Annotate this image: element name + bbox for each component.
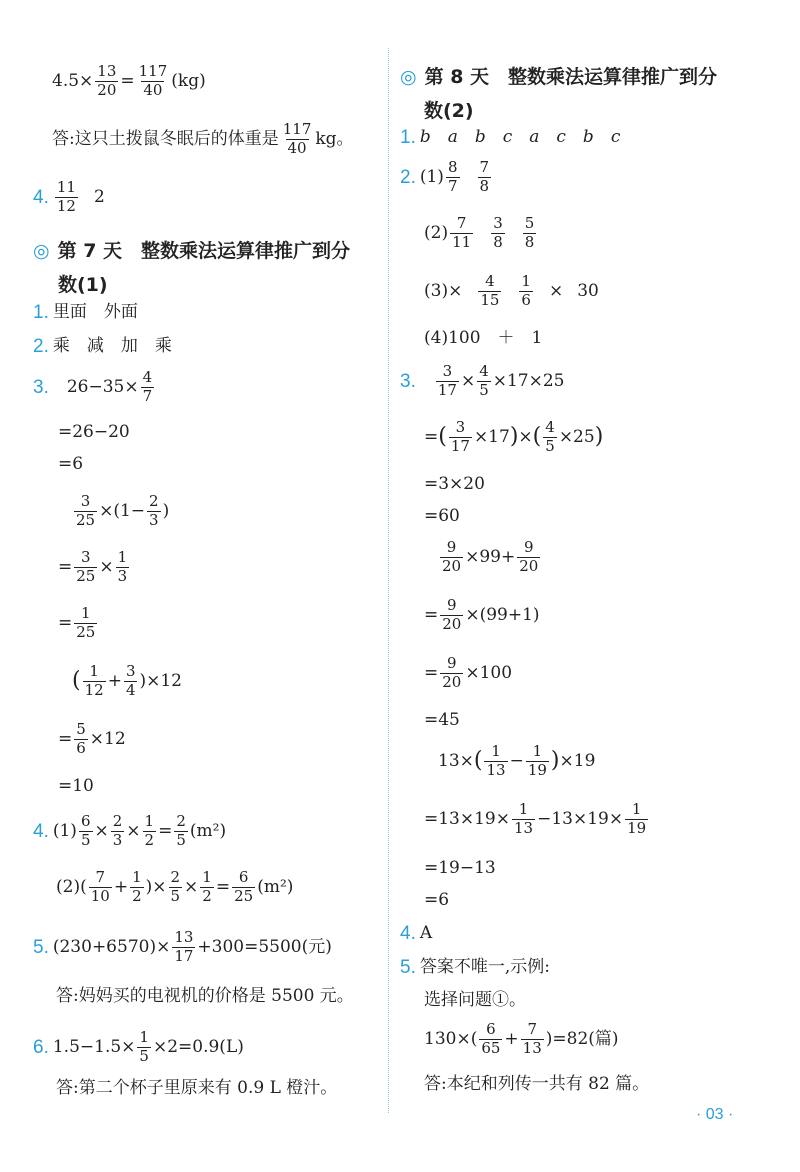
q4-top: 4. $\frac{11}{12}$ 2 xyxy=(33,178,105,215)
right-q4: 4. A xyxy=(400,923,433,944)
right-q2-part3: (3)× $\frac{4}{15}$ $\frac{1}{6}$ × 30 xyxy=(424,272,599,309)
left-q5-expr: 5. (230+6570)× $\frac{13}{17}$ +300=5500(元) xyxy=(33,928,332,965)
page-number: · 03 · xyxy=(696,1106,734,1123)
column-divider xyxy=(388,48,389,1113)
right-q3-line3: =3×20 xyxy=(424,474,485,494)
right-q5-expr: 130×( $\frac{6}{65}$ + $\frac{7}{13}$ )=82(篇) xyxy=(424,1020,619,1057)
right-q2-part1: 2. (1) $\frac{8}{7}$ $\frac{7}{8}$ xyxy=(400,158,490,195)
answer-weight: 答:这只土拨鼠冬眠后的体重是 $\frac{117}{40}$ kg。 xyxy=(52,120,354,157)
left-q3-line7: ( $\frac{1}{12}$ + $\frac{3}{4}$ )×12 xyxy=(72,662,182,699)
right-q3-line9: 13× ( $\frac{1}{13}$ − $\frac{1}{19}$ ) ×19 xyxy=(438,742,596,779)
left-q3-line5: = $\frac{3}{25}$ × $\frac{1}{3}$ xyxy=(58,548,128,585)
right-q3-line7: = $\frac{9}{20}$ ×100 xyxy=(424,654,513,691)
left-q3-line4: $\frac{3}{25}$ ×(1− $\frac{2}{3}$ ) xyxy=(76,492,170,529)
left-q1: 1. 里面 外面 xyxy=(33,302,138,323)
left-q6-expr: 6. 1.5−1.5× $\frac{1}{5}$ ×2=0.9(L) xyxy=(33,1028,244,1065)
right-q2-part4: (4)100 ＋ 1 xyxy=(424,328,543,348)
right-q3-line8: =45 xyxy=(424,710,460,730)
right-q1: 1. b a b c a c b c xyxy=(400,127,621,148)
right-q3-line6: = $\frac{9}{20}$ ×(99+1) xyxy=(424,596,540,633)
right-q5-intro: 5. 答案不唯一,示例: xyxy=(400,957,550,978)
day8-heading-cont: 数(2) xyxy=(424,100,474,122)
left-q3-line3: =6 xyxy=(58,454,84,474)
left-q3-line1: 3. 26−35× $\frac{4}{7}$ xyxy=(33,368,153,405)
right-q5-answer: 答:本纪和列传一共有 82 篇。 xyxy=(424,1074,650,1094)
day7-heading-cont: 数(1) xyxy=(58,274,108,296)
right-q2-part2: (2) $\frac{7}{11}$ $\frac{3}{8}$ $\frac{5}{8}$ xyxy=(424,214,535,251)
right-q3-line11: =19−13 xyxy=(424,858,496,878)
right-q3-line2: = ( $\frac{3}{17}$ ×17 ) × ( $\frac{4}{5}$ ×25 ) xyxy=(424,418,604,455)
left-q6-answer: 答:第二个杯子里原来有 0.9 L 橙汁。 xyxy=(56,1078,338,1098)
expr-top: 4.5× $\frac{13}{20}$ = $\frac{117}{40}$ (kg) xyxy=(52,62,206,99)
right-q3-line10: =13×19× $\frac{1}{13}$ −13×19× $\frac{1}{19}$ xyxy=(424,800,647,837)
day7-heading: ◎ 第 7 天 整数乘法运算律推广到分 xyxy=(33,240,351,262)
left-q3-line2: =26−20 xyxy=(58,422,130,442)
right-q3-line4: =60 xyxy=(424,506,460,526)
day8-heading: ◎ 第 8 天 整数乘法运算律推广到分 xyxy=(400,66,718,88)
left-q3-line9: =10 xyxy=(58,776,94,796)
right-q3-line5: $\frac{9}{20}$ ×99+ $\frac{9}{20}$ xyxy=(442,538,539,575)
left-q3-line8: = $\frac{5}{6}$ ×12 xyxy=(58,720,126,757)
left-q3-line6: = $\frac{1}{25}$ xyxy=(58,604,96,641)
left-q4-part1: 4. (1) $\frac{6}{5}$ × $\frac{2}{3}$ × $\frac{1}{2}$ = $\frac{2}{5}$ (m²) xyxy=(33,812,227,849)
right-q5-choose: 选择问题①。 xyxy=(424,990,526,1010)
left-q2: 2. 乘 减 加 乘 xyxy=(33,336,172,357)
left-q4-part2: (2)( $\frac{7}{10}$ + $\frac{1}{2}$ )× $\frac{2}{5}$ × $\frac{1}{2}$ = $\frac{6}{25}$ (m²) xyxy=(56,868,294,905)
left-q5-answer: 答:妈妈买的电视机的价格是 5500 元。 xyxy=(56,986,354,1006)
right-q3-line1: 3. $\frac{3}{17}$ × $\frac{4}{5}$ ×17×25 xyxy=(400,362,565,399)
right-q3-line12: =6 xyxy=(424,890,450,910)
